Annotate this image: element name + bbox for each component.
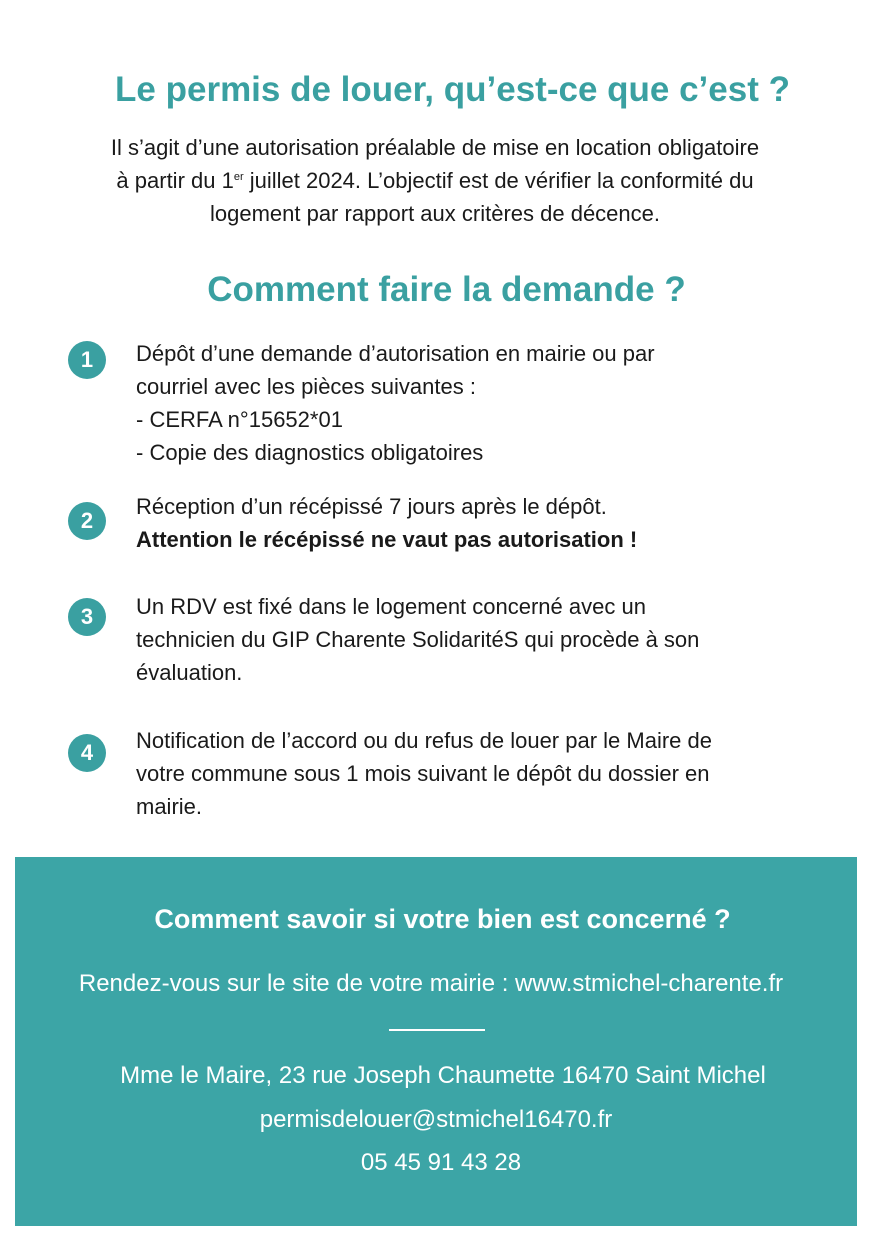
step-line: - Copie des diagnostics obligatoires [136,440,484,465]
email-link[interactable]: permisdelouer@stmichel16470.fr [259,1106,613,1133]
step-number-badge: 1 [68,341,106,379]
step-line: - CERFA n°15652*01 [136,407,343,432]
intro-line: logement par rapport aux critères de décence. [209,201,661,226]
intro-line [0,164,870,197]
intro-paragraph [0,131,870,230]
intro-text: juillet 2024. L’objectif est de vérifier la conformité du [243,168,754,193]
step-text [136,490,826,556]
step-line: mairie. [136,794,203,819]
intro-line: Il s’agit d’une autorisation préalable de mise en location obligatoire [110,135,760,160]
step-number-badge: 3 [68,598,106,636]
step-number-badge: 4 [68,734,106,772]
step-line: Notification de l’accord ou du refus de louer par le Maire de [136,728,712,753]
section-title: Comment faire la demande ? [207,270,686,309]
phone-number[interactable]: 05 45 91 43 28 [360,1149,522,1176]
step-line: technicien du GIP Charente SolidaritéS qui procède à son [136,627,700,652]
step-text [136,590,826,689]
page-title: Le permis de louer, qu’est-ce que c’est ? [115,70,790,109]
divider [389,1029,485,1031]
step-text [136,724,826,823]
step-line: votre commune sous 1 mois suivant le dépôt du dossier en [136,761,710,786]
contact-panel [15,857,857,1226]
warning-line: Attention le récépissé ne vaut pas autorisation ! [136,527,638,552]
step-line: Réception d’un récépissé 7 jours après le dépôt. [136,494,607,519]
step-line: évaluation. [136,660,243,685]
step-line: Dépôt d’une demande d’autorisation en mairie ou par [136,341,655,366]
step-line: Un RDV est fixé dans le logement concerné avec un [136,594,646,619]
step-number-badge: 2 [68,502,106,540]
website-line[interactable]: Rendez-vous sur le site de votre mairie : www.stmichel-charente.fr [78,970,784,997]
address: Mme le Maire, 23 rue Joseph Chaumette 16470 Saint Michel [120,1062,766,1089]
step-line: courriel avec les pièces suivantes : [136,374,476,399]
superscript-er: er [233,171,244,183]
intro-text: à partir du 1 [116,168,234,193]
contact-title: Comment savoir si votre bien est concerné ? [154,904,731,934]
step-text [136,337,826,469]
